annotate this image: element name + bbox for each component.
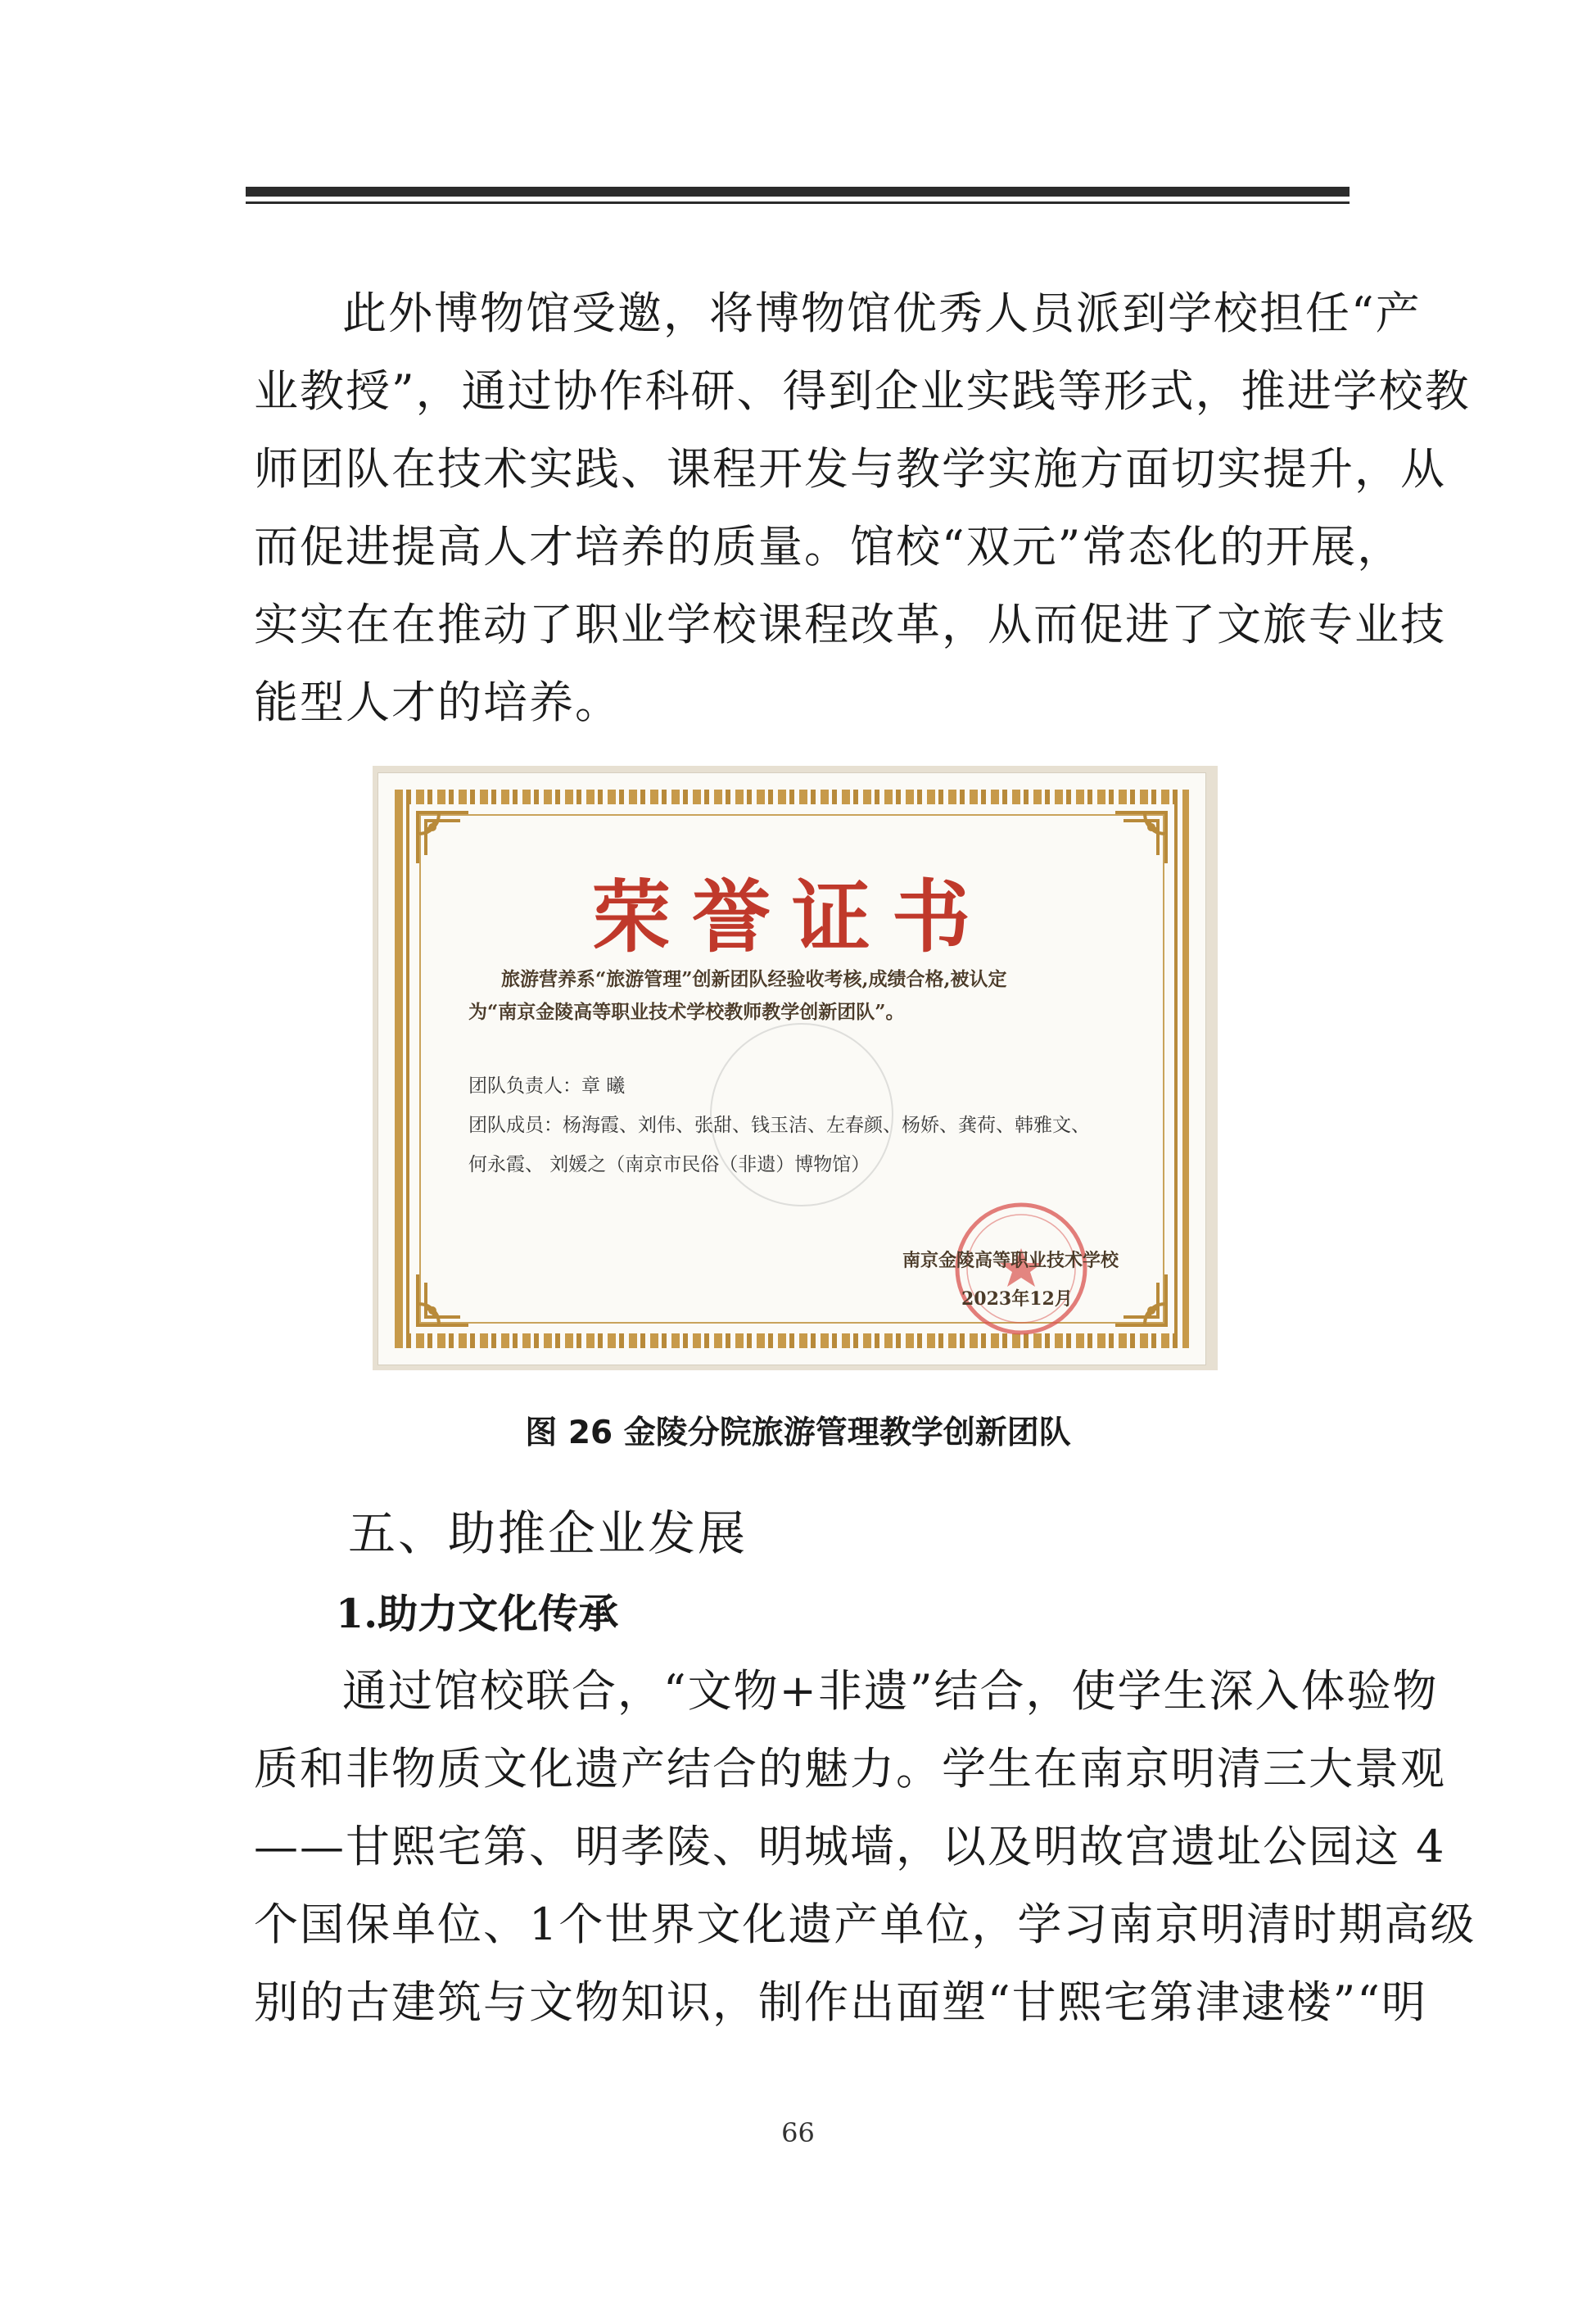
body-paragraph-2 (254, 1652, 1476, 2041)
corner-ornament-icon (1112, 1271, 1169, 1328)
team-members-line: 何永霞、 刘媛之（南京市民俗（非遗）博物馆） (468, 1154, 870, 1175)
certificate-issuer: 南京金陵高等职业技术学校 (902, 1250, 1119, 1271)
header-rule-thin (246, 201, 1350, 204)
paragraph-line: 实实在在推动了职业学校课程改革，从而促进了文旅专业技 (254, 599, 1446, 650)
paragraph-line: 个国保单位、1个世界文化遗产单位，学习南京明清时期高级 (254, 1899, 1476, 1950)
paragraph-line: ——甘熙宅第、明孝陵、明城墙，以及明故宫遗址公园这 4 (254, 1821, 1446, 1872)
paragraph-line: 此外博物馆受邀，将博物馆优秀人员派到学校担任“产 (342, 287, 1422, 339)
certificate-paper (378, 772, 1206, 1365)
paragraph-line: 质和非物质文化遗产结合的魅力。学生在南京明清三大景观 (254, 1743, 1446, 1795)
team-leader: 团队负责人：章 曦 (468, 1075, 626, 1097)
certificate-statement (468, 963, 1140, 1029)
page-number: 66 (781, 2117, 815, 2148)
certificate-date: 2023年12月 (961, 1288, 1073, 1310)
body-paragraph-1 (254, 274, 1471, 741)
paragraph-line: 通过馆校联合，“文物+非遗”结合，使学生深入体验物 (342, 1665, 1439, 1717)
figure-caption: 图 26 金陵分院旅游管理教学创新团队 (525, 1414, 1071, 1451)
certificate-title: 荣誉证书 (592, 871, 992, 963)
paragraph-line: 别的古建筑与文物知识，制作出面塑“甘熙宅第津逮楼”“明 (254, 1976, 1427, 2028)
corner-ornament-icon (414, 1271, 472, 1328)
header-rule (246, 187, 1350, 197)
paragraph-line: 能型人才的培养。 (254, 677, 621, 728)
certificate-team-info (468, 1066, 1173, 1184)
certificate-statement-line: 旅游营养系“旅游管理”创新团队经验收考核,成绩合格,被认定 (501, 968, 1007, 990)
sub-heading: 1.助力文化传承 (336, 1590, 619, 1637)
paragraph-line: 师团队在技术实践、课程开发与教学实施方面切实提升，从 (254, 443, 1446, 495)
certificate-photo (373, 766, 1218, 1370)
paragraph-line: 而促进提高人才培养的质量。馆校“双元”常态化的开展， (254, 521, 1404, 573)
section-heading: 五、助推企业发展 (348, 1505, 748, 1561)
certificate-statement-line: 为“南京金陵高等职业技术学校教师教学创新团队”。 (468, 1001, 905, 1023)
team-members-line: 团队成员：杨海霞、刘伟、张甜、钱玉洁、左春颜、杨娇、龚荷、韩雅文、 (468, 1115, 1090, 1136)
paragraph-line: 业教授”，通过协作科研、得到企业实践等形式，推进学校教 (254, 365, 1471, 417)
